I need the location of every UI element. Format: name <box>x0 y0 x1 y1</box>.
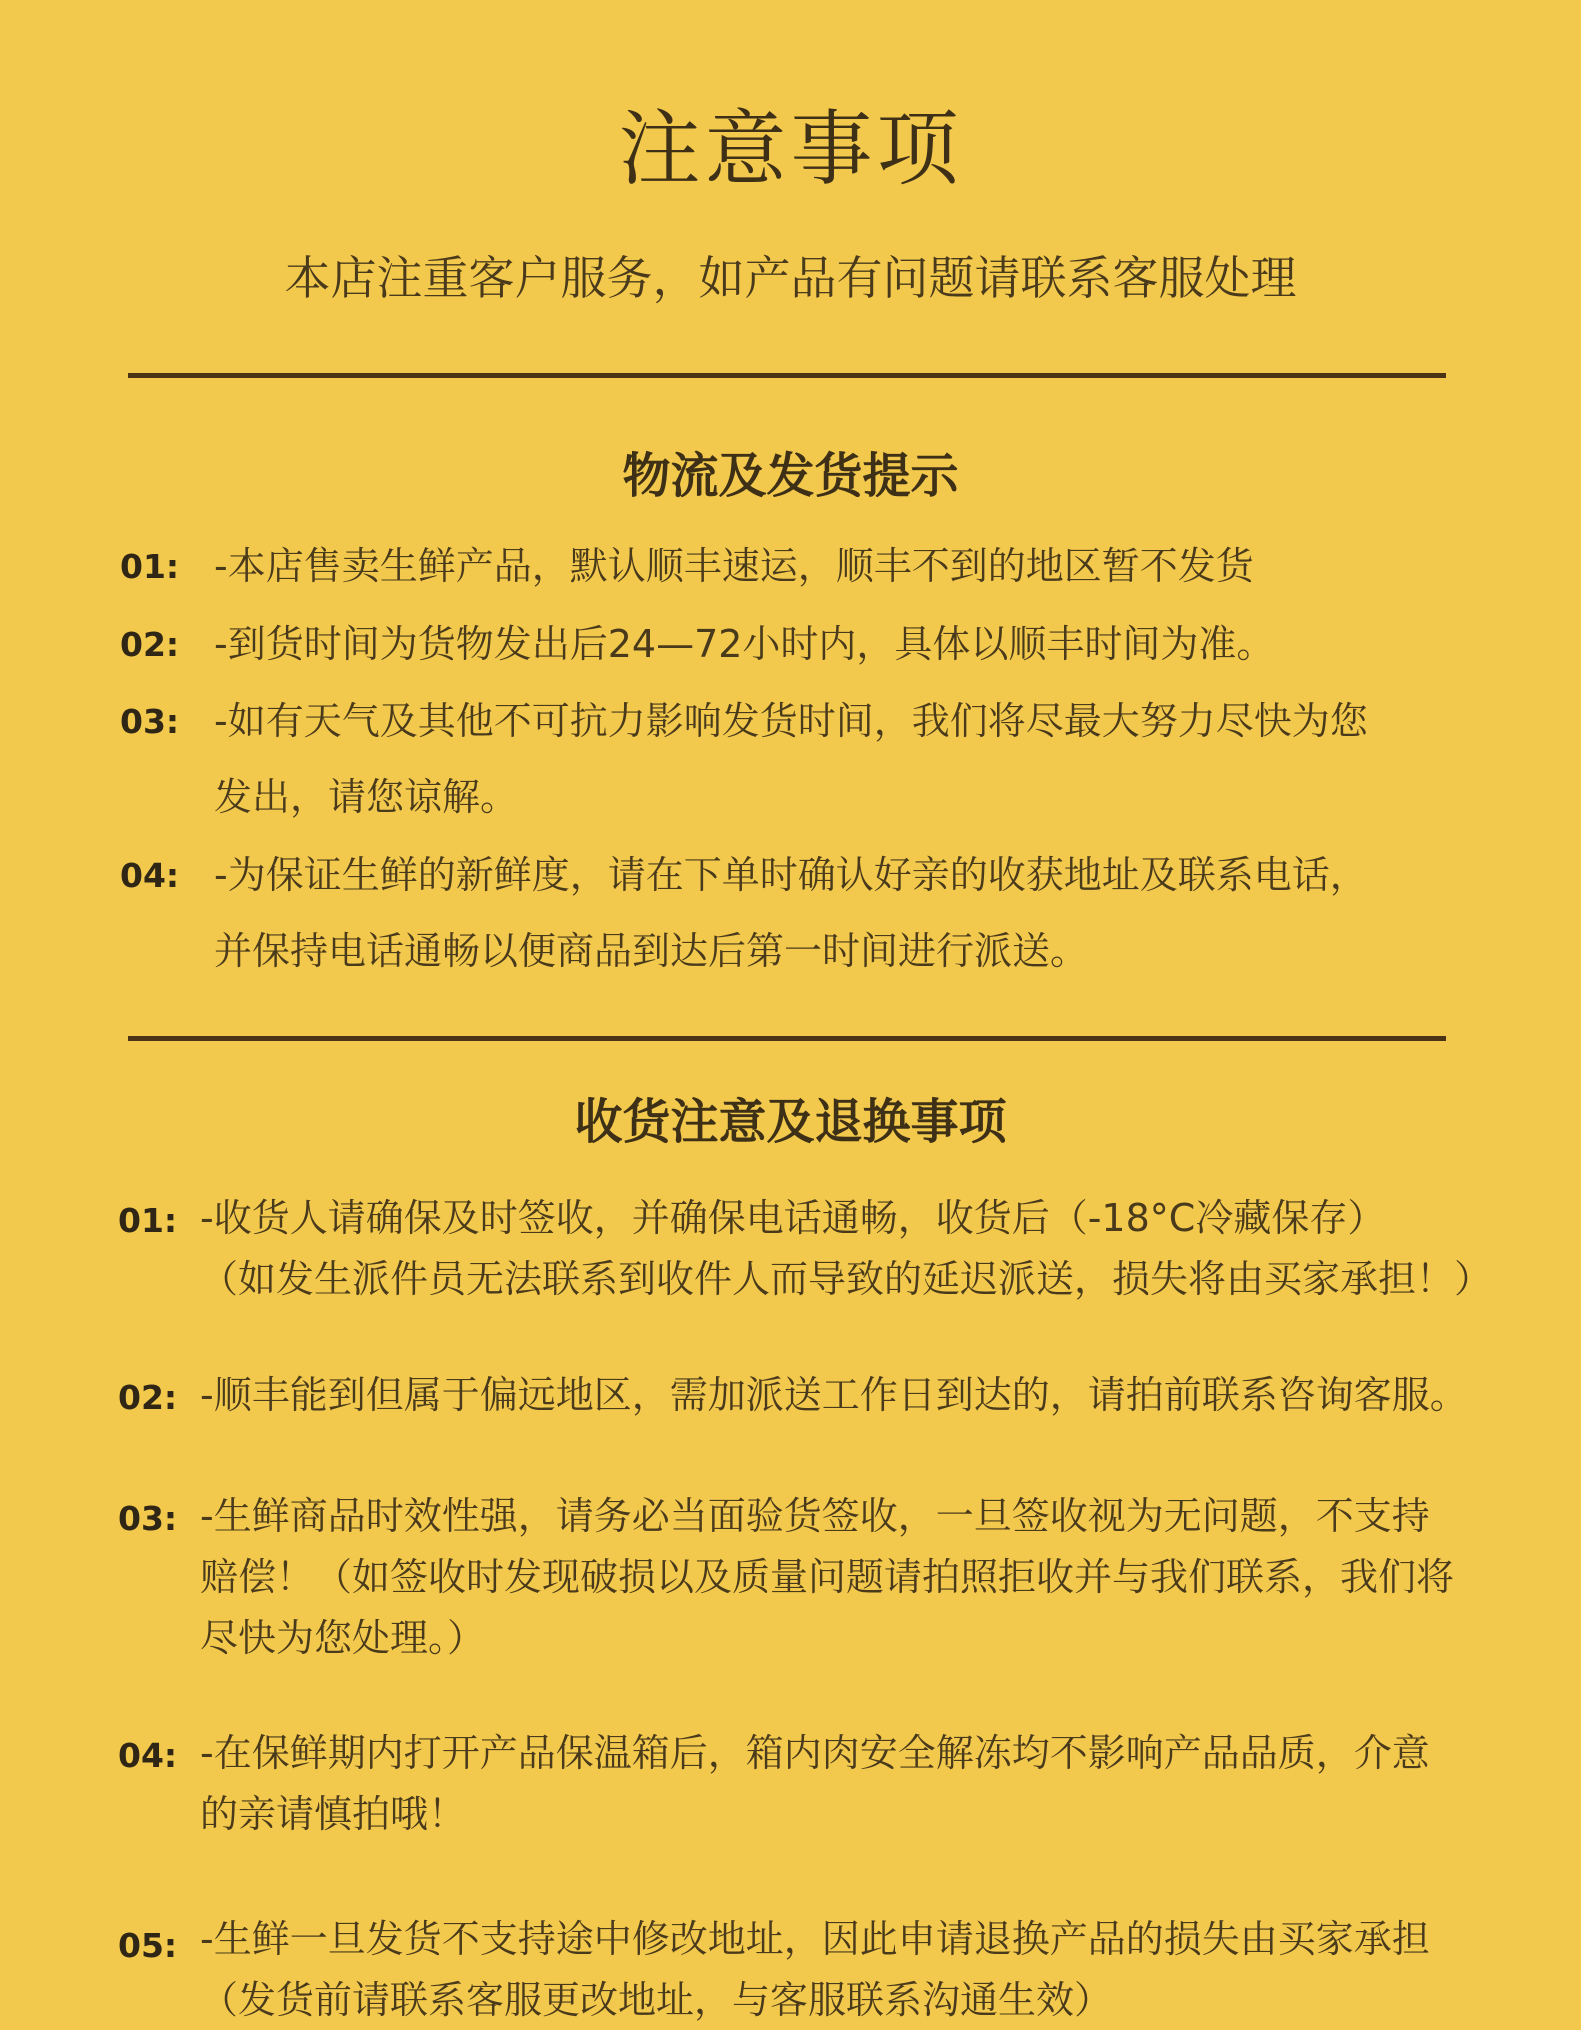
logistics-item-1-number: 01: <box>120 547 180 586</box>
divider-top <box>128 373 1446 378</box>
returns-item-3-line-3: 尽快为您处理。） <box>200 1616 486 1660</box>
returns-item-2-line-1: -顺丰能到但属于偏远地区，需加派送工作日到达的，请拍前联系咨询客服。 <box>200 1373 1468 1417</box>
logistics-item-1-line-1: -本店售卖生鲜产品，默认顺丰速运，顺丰不到的地区暂不发货 <box>214 544 1254 588</box>
page-title: 注意事项 <box>618 102 963 197</box>
returns-item-5-line-2: （发货前请联系客服更改地址，与客服联系沟通生效） <box>200 1978 1113 2022</box>
logistics-item-4-line-2: 并保持电话通畅以便商品到达后第一时间进行派送。 <box>214 929 1089 973</box>
returns-item-3-number: 03: <box>118 1499 178 1538</box>
returns-item-5-number: 05: <box>118 1926 178 1965</box>
logistics-item-3-line-2: 发出，请您谅解。 <box>214 775 519 819</box>
logistics-item-4-number: 04: <box>120 856 180 895</box>
returns-item-4-line-2: 的亲请慎拍哦！ <box>200 1792 467 1836</box>
divider-middle <box>128 1036 1446 1041</box>
logistics-heading: 物流及发货提示 <box>622 448 959 504</box>
returns-item-3-line-1: -生鲜商品时效性强，请务必当面验货签收，一旦签收视为无问题，不支持 <box>200 1494 1430 1538</box>
logistics-item-3-line-1: -如有天气及其他不可抗力影响发货时间，我们将尽最大努力尽快为您 <box>214 699 1368 743</box>
returns-item-5-line-1: -生鲜一旦发货不支持途中修改地址，因此申请退换产品的损失由买家承担 <box>200 1917 1430 1961</box>
returns-item-1-number: 01: <box>118 1201 178 1240</box>
logistics-item-2-number: 02: <box>120 625 180 664</box>
returns-item-1-line-2: （如发生派件员无法联系到收件人而导致的延迟派送，损失将由买家承担！） <box>200 1257 1493 1301</box>
returns-item-2-number: 02: <box>118 1378 178 1417</box>
logistics-item-3-number: 03: <box>120 702 180 741</box>
returns-item-1-line-1: -收货人请确保及时签收，并确保电话通畅，收货后（-18°C冷藏保存） <box>200 1196 1386 1240</box>
returns-item-4-number: 04: <box>118 1736 178 1775</box>
logistics-item-2-line-1: -到货时间为货物发出后24—72小时内，具体以顺丰时间为准。 <box>214 622 1275 666</box>
returns-item-4-line-1: -在保鲜期内打开产品保温箱后，箱内肉安全解冻均不影响产品品质，介意 <box>200 1731 1430 1775</box>
logistics-item-4-line-1: -为保证生鲜的新鲜度，请在下单时确认好亲的收获地址及联系电话， <box>214 853 1368 897</box>
page-subtitle: 本店注重客户服务，如产品有问题请联系客服处理 <box>284 251 1297 305</box>
returns-item-3-line-2: 赔偿！（如签收时发现破损以及质量问题请拍照拒收并与我们联系，我们将 <box>200 1555 1455 1599</box>
returns-heading: 收货注意及退换事项 <box>574 1094 1007 1150</box>
